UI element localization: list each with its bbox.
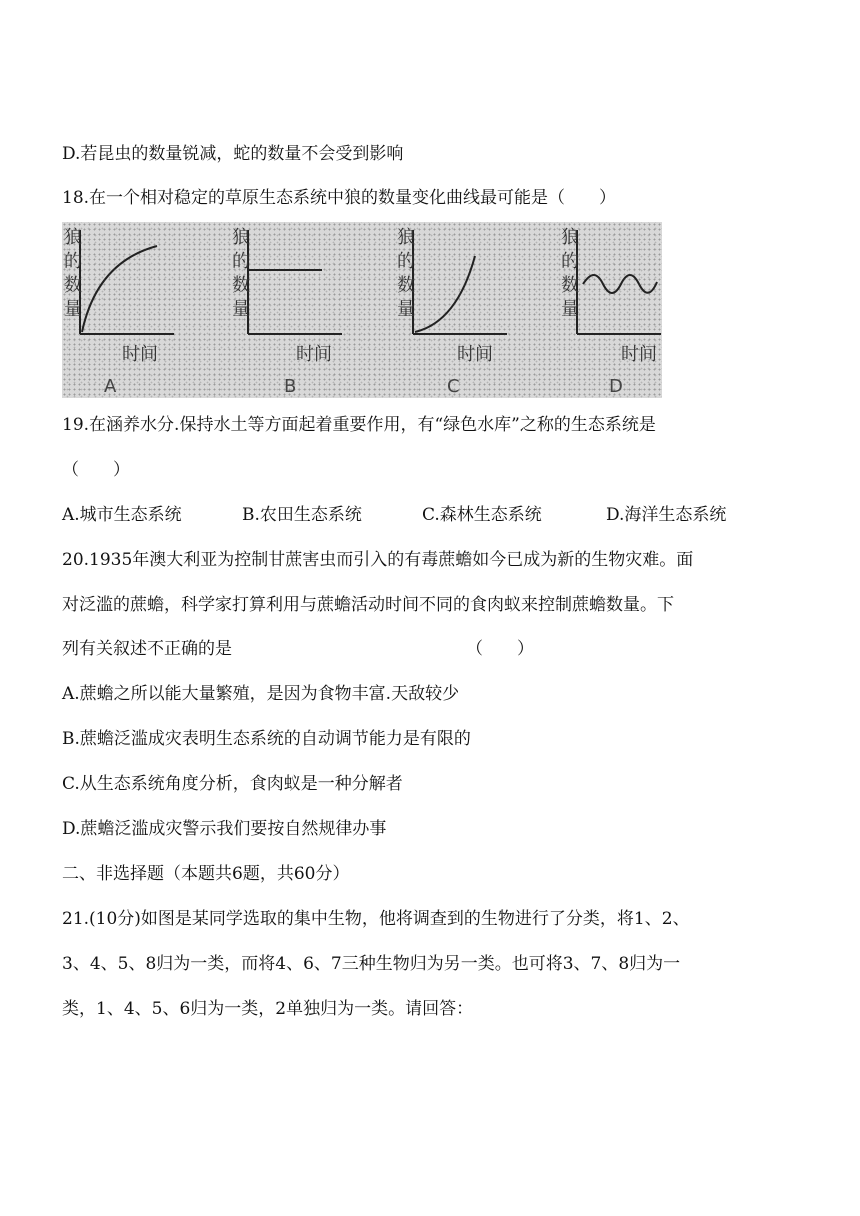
- graph-d-curve: [583, 275, 657, 293]
- graph-c-ylabel: 狼的数量: [397, 227, 415, 320]
- graph-a: [62, 222, 212, 398]
- q19-stem-line1: 19.在涵养水分.保持水土等方面起着重要作用，有“绿色水库”之称的生态系统是: [62, 415, 656, 435]
- graph-c-curve: [415, 256, 475, 332]
- graph-a-xlabel: 时间: [122, 344, 158, 365]
- q20-line1: 20.1935年澳大利亚为控制甘蔗害虫而引入的有毒蔗蟾如今已成为新的生物灾难。面: [62, 550, 694, 570]
- graph-d-axes: [559, 222, 709, 398]
- q21-line1: 21.(10分)如图是某同学选取的集中生物，他将调查到的生物进行了分类，将1、2、: [62, 909, 690, 929]
- q19-option-c: C.森林生态系统: [422, 505, 542, 525]
- graph-a-axes: [62, 222, 212, 398]
- q17-option-d: D.若昆虫的数量锐减，蛇的数量不会受到影响: [62, 144, 404, 164]
- q19-option-d: D.海洋生态系统: [606, 505, 727, 525]
- graph-c-axes: [395, 222, 545, 398]
- graph-b-ylabel: 狼的数量: [232, 227, 250, 320]
- q18-graphs-figure: [62, 222, 662, 398]
- q20-line3: 列有关叙述不正确的是: [62, 639, 232, 659]
- graph-a-label: A: [104, 376, 117, 397]
- graph-a-curve: [82, 246, 157, 332]
- graph-b-label: B: [284, 376, 297, 397]
- graph-d-ylabel: 狼的数量: [561, 227, 579, 320]
- q20-line2: 对泛滥的蔗蟾，科学家打算利用与蔗蟾活动时间不同的食肉蚁来控制蔗蟾数量。下: [62, 595, 674, 615]
- q20-option-a: A.蔗蟾之所以能大量繁殖，是因为食物丰富.天敌较少: [62, 684, 460, 704]
- graph-c-xlabel: 时间: [457, 344, 493, 365]
- q18-stem: 18.在一个相对稳定的草原生态系统中狼的数量变化曲线最可能是（ ）: [62, 188, 617, 208]
- q20-bracket: （ ）: [466, 639, 534, 659]
- graph-c-label: C: [447, 376, 460, 397]
- q19-stem-line2: （ ）: [62, 460, 130, 480]
- graph-b-axes: [230, 222, 380, 398]
- graph-d-xlabel: 时间: [621, 344, 657, 365]
- graph-d: [559, 222, 709, 398]
- q21-line3: 类，1、4、5、6归为一类，2单独归为一类。请回答：: [62, 999, 474, 1019]
- graph-b: [230, 222, 380, 398]
- graph-c: [395, 222, 545, 398]
- graph-b-xlabel: 时间: [296, 344, 332, 365]
- q21-line2: 3、4、5、8归为一类，而将4、6、7三种生物归为另一类。也可将3、7、8归为一: [62, 954, 681, 974]
- q20-option-c: C.从生态系统角度分析，食肉蚁是一种分解者: [62, 774, 403, 794]
- section2-heading: 二、非选择题（本题共6题，共60分）: [62, 864, 350, 884]
- q19-option-b: B.农田生态系统: [242, 505, 362, 525]
- graph-d-label: D: [609, 376, 623, 397]
- q19-option-a: A.城市生态系统: [62, 505, 182, 525]
- graph-a-ylabel: 狼的数量: [64, 227, 82, 320]
- q20-option-d: D.蔗蟾泛滥成灾警示我们要按自然规律办事: [62, 819, 387, 839]
- q20-option-b: B.蔗蟾泛滥成灾表明生态系统的自动调节能力是有限的: [62, 729, 471, 749]
